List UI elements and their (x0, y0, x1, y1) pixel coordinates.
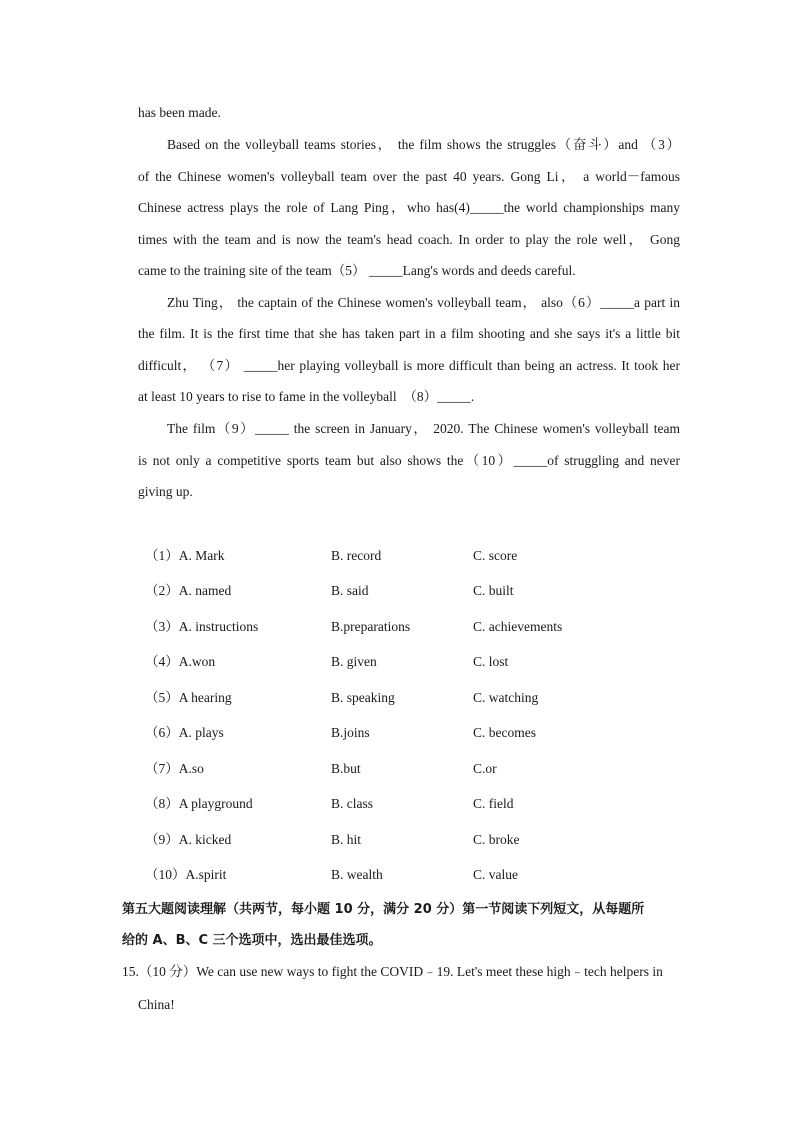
section-heading-line: 第五大题阅读理解（共两节，每小题 10 分，满分 20 分）第一节阅读下列短文，从每题所 (122, 902, 645, 917)
option-b: B. wealth (331, 867, 383, 882)
option-b: B. class (331, 796, 373, 811)
option-row (145, 547, 645, 565)
option-a: （4）A.won (145, 654, 216, 669)
option-c: C.or (473, 761, 497, 776)
section-heading-line: 给的 A、B、C 三个选项中，选出最佳选项。 (122, 933, 382, 948)
option-a: （6）A. plays (145, 725, 224, 740)
option-b: B. speaking (331, 690, 395, 705)
option-row (145, 582, 645, 600)
option-a: （3）A. instructions (145, 619, 259, 634)
option-row (145, 866, 645, 884)
passage-line: has been made. (138, 105, 221, 120)
option-row (145, 689, 645, 707)
passage-line: is not only a competitive sports team but also shows the（10）_____of struggling and never (138, 453, 680, 468)
passage-line: Zhu Ting， the captain of the Chinese women's volleyball team， also（6）_____a part in (167, 295, 680, 310)
passage-line: of the Chinese women's volleyball team over the past 40 years. Gong Li， a world－famous (138, 169, 680, 184)
option-c: C. built (473, 583, 514, 598)
passage-line: came to the training site of the team（5） _____Lang's words and deeds careful. (138, 263, 576, 278)
option-a: （9）A. kicked (145, 832, 232, 847)
option-b: B. record (331, 548, 382, 563)
option-row (145, 653, 645, 671)
option-a: （8）A playground (145, 796, 253, 811)
option-a: （7）A.so (145, 761, 204, 776)
option-b: B. hit (331, 832, 362, 847)
option-c: C. field (473, 796, 514, 811)
option-row (145, 618, 645, 636)
option-row (145, 831, 645, 849)
passage-line: times with the team and is now the team's head coach. In order to play the role well， Gong (138, 232, 680, 247)
option-b: B.but (331, 761, 361, 776)
passage-line: Based on the volleyball teams stories， the film shows the struggles（奋斗）and （3） (167, 137, 680, 152)
passage-line: giving up. (138, 484, 193, 499)
passage-line: at least 10 years to rise to fame in the volleyball （8）_____. (138, 389, 475, 404)
option-c: C. watching (473, 690, 539, 705)
option-c: C. score (473, 548, 518, 563)
option-c: C. achievements (473, 619, 563, 634)
question-line: 15.（10 分）We can use new ways to fight the COVID﹣19. Let's meet these high﹣tech helpers in (122, 964, 663, 979)
passage-line: Chinese actress plays the role of Lang Ping，who has(4)_____the world championships many (138, 200, 680, 215)
option-c: C. lost (473, 654, 509, 669)
option-row (145, 760, 645, 778)
option-b: B.preparations (331, 619, 411, 634)
option-a: （10）A.spirit (145, 867, 227, 882)
passage-line: the film. It is the first time that she has taken part in a film shooting and she says it's a little bit (138, 326, 680, 341)
option-c: C. value (473, 867, 518, 882)
question-line: China! (138, 997, 175, 1012)
option-a: （5）A hearing (145, 690, 232, 705)
option-c: C. becomes (473, 725, 536, 740)
option-c: C. broke (473, 832, 520, 847)
passage-line: difficult， （7） _____her playing volleyball is more difficult than being an actress. It took her (138, 358, 680, 373)
option-b: B.joins (331, 725, 370, 740)
option-a: （1）A. Mark (145, 548, 225, 563)
option-row (145, 795, 645, 813)
option-row (145, 724, 645, 742)
option-b: B. given (331, 654, 377, 669)
passage-line: The film（9）_____ the screen in January， 2020. The Chinese women's volleyball team (167, 421, 680, 436)
option-a: （2）A. named (145, 583, 232, 598)
option-b: B. said (331, 583, 369, 598)
